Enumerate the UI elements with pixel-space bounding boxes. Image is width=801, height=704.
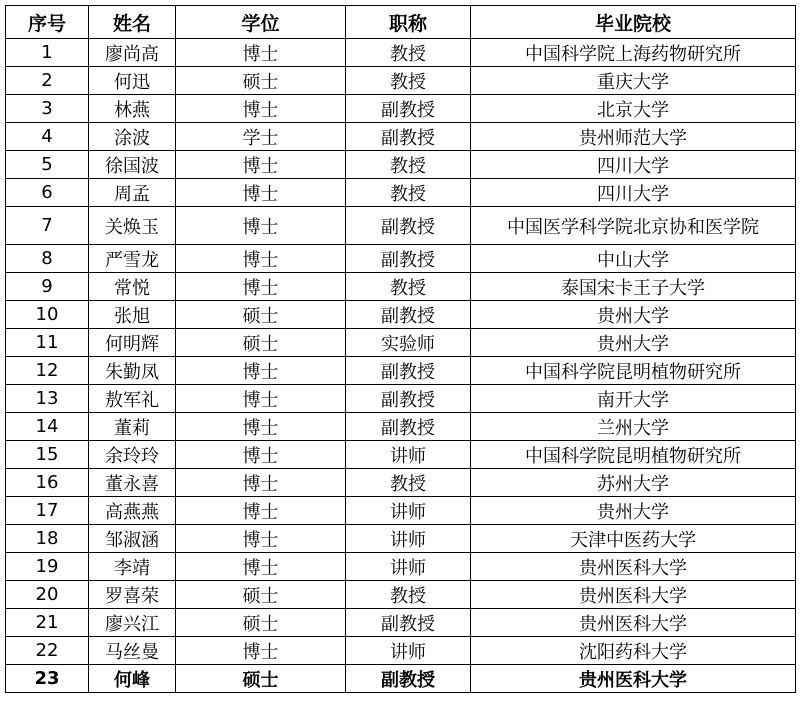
- cell-school: 贵州医科大学: [471, 665, 796, 693]
- table-row: [6, 469, 796, 497]
- cell-title: 讲师: [346, 553, 471, 581]
- cell-title: 教授: [346, 273, 471, 301]
- cell-school: 中国科学院昆明植物研究所: [471, 357, 796, 385]
- cell-degree: 博士: [176, 469, 346, 497]
- cell-title: 副教授: [346, 301, 471, 329]
- cell-degree: 硕士: [176, 581, 346, 609]
- cell-title: 副教授: [346, 357, 471, 385]
- table-row: [6, 273, 796, 301]
- cell-name: 邹淑涵: [89, 525, 176, 553]
- cell-degree: 博士: [176, 637, 346, 665]
- cell-title: 副教授: [346, 95, 471, 123]
- table-row: [6, 39, 796, 67]
- cell-school: 贵州大学: [471, 329, 796, 357]
- cell-name: 董莉: [89, 413, 176, 441]
- cell-index: 14: [6, 413, 89, 441]
- cell-name: 张旭: [89, 301, 176, 329]
- cell-degree: 博士: [176, 207, 346, 245]
- cell-degree: 博士: [176, 413, 346, 441]
- cell-school: 泰国宋卡王子大学: [471, 273, 796, 301]
- cell-index: 11: [6, 329, 89, 357]
- cell-degree: 博士: [176, 245, 346, 273]
- header-name: 姓名: [89, 6, 176, 39]
- table-row: [6, 151, 796, 179]
- table-row: [6, 329, 796, 357]
- cell-school: 贵州大学: [471, 301, 796, 329]
- cell-name: 林燕: [89, 95, 176, 123]
- cell-name: 马丝曼: [89, 637, 176, 665]
- cell-school: 四川大学: [471, 179, 796, 207]
- cell-school: 苏州大学: [471, 469, 796, 497]
- cell-name: 高燕燕: [89, 497, 176, 525]
- header-degree: 学位: [176, 6, 346, 39]
- cell-title: 副教授: [346, 609, 471, 637]
- header-index: 序号: [6, 6, 89, 39]
- header-school: 毕业院校: [471, 6, 796, 39]
- cell-name: 关焕玉: [89, 207, 176, 245]
- cell-title: 教授: [346, 179, 471, 207]
- cell-index: 19: [6, 553, 89, 581]
- cell-name: 何迅: [89, 67, 176, 95]
- cell-school: 中山大学: [471, 245, 796, 273]
- cell-degree: 硕士: [176, 67, 346, 95]
- cell-name: 严雪龙: [89, 245, 176, 273]
- cell-school: 贵州师范大学: [471, 123, 796, 151]
- cell-degree: 博士: [176, 179, 346, 207]
- cell-index: 9: [6, 273, 89, 301]
- cell-school: 兰州大学: [471, 413, 796, 441]
- cell-title: 讲师: [346, 441, 471, 469]
- cell-title: 教授: [346, 39, 471, 67]
- cell-degree: 博士: [176, 95, 346, 123]
- cell-degree: 博士: [176, 151, 346, 179]
- cell-name: 何明辉: [89, 329, 176, 357]
- cell-title: 副教授: [346, 245, 471, 273]
- table-row: [6, 665, 796, 693]
- table-row: [6, 525, 796, 553]
- cell-school: 沈阳药科大学: [471, 637, 796, 665]
- cell-title: 副教授: [346, 665, 471, 693]
- cell-degree: 学士: [176, 123, 346, 151]
- cell-index: 6: [6, 179, 89, 207]
- cell-degree: 博士: [176, 39, 346, 67]
- table-row: [6, 413, 796, 441]
- cell-name: 董永喜: [89, 469, 176, 497]
- header-row: [6, 6, 796, 39]
- table-row: [6, 497, 796, 525]
- table-row: [6, 67, 796, 95]
- header-title: 职称: [346, 6, 471, 39]
- cell-name: 徐国波: [89, 151, 176, 179]
- table-row: [6, 301, 796, 329]
- cell-index: 21: [6, 609, 89, 637]
- faculty-table: [5, 5, 796, 693]
- table-row: [6, 441, 796, 469]
- cell-degree: 硕士: [176, 329, 346, 357]
- table-row: [6, 123, 796, 151]
- cell-index: 16: [6, 469, 89, 497]
- cell-title: 教授: [346, 469, 471, 497]
- cell-title: 副教授: [346, 123, 471, 151]
- cell-degree: 硕士: [176, 301, 346, 329]
- cell-title: 副教授: [346, 385, 471, 413]
- cell-name: 常悦: [89, 273, 176, 301]
- cell-name: 廖兴江: [89, 609, 176, 637]
- cell-name: 余玲玲: [89, 441, 176, 469]
- cell-degree: 博士: [176, 385, 346, 413]
- cell-title: 教授: [346, 581, 471, 609]
- cell-degree: 博士: [176, 357, 346, 385]
- cell-school: 南开大学: [471, 385, 796, 413]
- cell-school: 重庆大学: [471, 67, 796, 95]
- cell-name: 涂波: [89, 123, 176, 151]
- cell-title: 讲师: [346, 637, 471, 665]
- cell-degree: 硕士: [176, 665, 346, 693]
- cell-title: 教授: [346, 151, 471, 179]
- table-row: [6, 179, 796, 207]
- cell-title: 副教授: [346, 413, 471, 441]
- table-body: [6, 39, 796, 693]
- cell-index: 13: [6, 385, 89, 413]
- cell-index: 5: [6, 151, 89, 179]
- cell-name: 李靖: [89, 553, 176, 581]
- cell-index: 22: [6, 637, 89, 665]
- table-row: [6, 609, 796, 637]
- cell-school: 贵州医科大学: [471, 609, 796, 637]
- table-row: [6, 245, 796, 273]
- cell-index: 4: [6, 123, 89, 151]
- cell-degree: 博士: [176, 525, 346, 553]
- cell-index: 2: [6, 67, 89, 95]
- cell-degree: 硕士: [176, 609, 346, 637]
- table-row: [6, 95, 796, 123]
- cell-index: 23: [6, 665, 89, 693]
- cell-title: 实验师: [346, 329, 471, 357]
- cell-school: 贵州大学: [471, 497, 796, 525]
- cell-school: 贵州医科大学: [471, 553, 796, 581]
- cell-index: 1: [6, 39, 89, 67]
- cell-school: 天津中医药大学: [471, 525, 796, 553]
- table-row: [6, 207, 796, 245]
- cell-title: 副教授: [346, 207, 471, 245]
- cell-title: 讲师: [346, 525, 471, 553]
- table-row: [6, 553, 796, 581]
- cell-school: 北京大学: [471, 95, 796, 123]
- cell-index: 10: [6, 301, 89, 329]
- cell-index: 12: [6, 357, 89, 385]
- cell-school: 贵州医科大学: [471, 581, 796, 609]
- cell-index: 17: [6, 497, 89, 525]
- cell-school: 中国科学院昆明植物研究所: [471, 441, 796, 469]
- cell-name: 周孟: [89, 179, 176, 207]
- cell-degree: 博士: [176, 497, 346, 525]
- cell-degree: 博士: [176, 273, 346, 301]
- cell-title: 教授: [346, 67, 471, 95]
- cell-degree: 博士: [176, 441, 346, 469]
- cell-name: 何峰: [89, 665, 176, 693]
- cell-degree: 博士: [176, 553, 346, 581]
- cell-name: 廖尚高: [89, 39, 176, 67]
- cell-title: 讲师: [346, 497, 471, 525]
- table-row: [6, 581, 796, 609]
- table-row: [6, 357, 796, 385]
- cell-index: 18: [6, 525, 89, 553]
- cell-name: 朱勤凤: [89, 357, 176, 385]
- table-row: [6, 385, 796, 413]
- cell-index: 3: [6, 95, 89, 123]
- cell-school: 中国医学科学院北京协和医学院: [471, 207, 796, 245]
- table-row: [6, 637, 796, 665]
- cell-index: 7: [6, 207, 89, 245]
- cell-school: 四川大学: [471, 151, 796, 179]
- cell-name: 罗喜荣: [89, 581, 176, 609]
- cell-index: 20: [6, 581, 89, 609]
- cell-index: 15: [6, 441, 89, 469]
- cell-name: 敖军礼: [89, 385, 176, 413]
- cell-school: 中国科学院上海药物研究所: [471, 39, 796, 67]
- cell-index: 8: [6, 245, 89, 273]
